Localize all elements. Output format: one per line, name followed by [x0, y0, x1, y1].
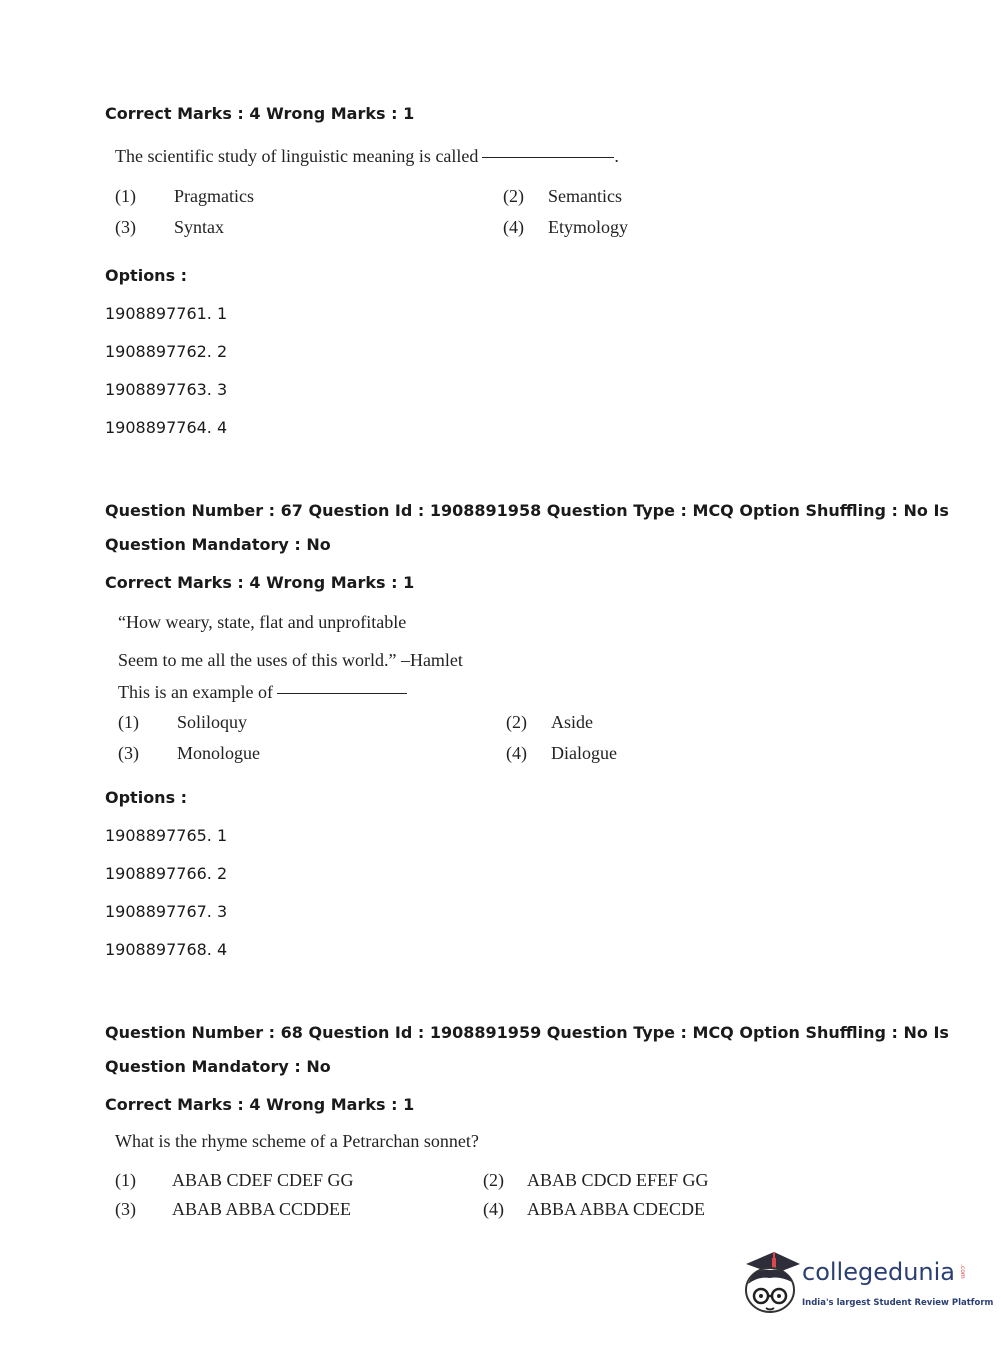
answer-blank	[277, 693, 407, 694]
option-id-line: 1908897762. 2	[105, 342, 228, 361]
choice-number: (2)	[503, 186, 524, 206]
choice-number: (4)	[483, 1199, 504, 1219]
question-suffix: .	[614, 146, 619, 166]
choice-text: Pragmatics	[174, 186, 254, 206]
choice-number: (4)	[503, 217, 524, 237]
option-id-line: 1908897768. 4	[105, 940, 228, 959]
choice-number: (2)	[506, 712, 527, 732]
choice-number: (2)	[483, 1170, 504, 1190]
question-text	[115, 146, 619, 167]
logo-domain-suffix: .com	[959, 1264, 966, 1279]
choice-text: Etymology	[548, 217, 628, 237]
question-line: This is an example of	[118, 682, 273, 702]
options-heading: Options :	[105, 788, 188, 807]
options-heading: Options :	[105, 266, 188, 285]
choice-text: ABBA ABBA CDECDE	[527, 1199, 706, 1219]
question-line: The scientific study of linguistic meaning is called	[115, 146, 479, 166]
logo-wordmark: collegedunia	[802, 1258, 956, 1286]
choice-number: (3)	[115, 1199, 136, 1219]
option-id-line: 1908897764. 4	[105, 418, 228, 437]
option-id-line: 1908897763. 3	[105, 380, 228, 399]
option-id-line: 1908897766. 2	[105, 864, 228, 883]
choice-text: Monologue	[177, 743, 260, 763]
choice-text: ABAB ABBA CCDDEE	[172, 1199, 352, 1219]
choice-number: (1)	[118, 712, 139, 732]
correct-wrong-marks: Correct Marks : 4 Wrong Marks : 1	[105, 573, 415, 592]
logo-tagline: India's largest Student Review Platform	[802, 1298, 994, 1308]
option-id-line: 1908897765. 1	[105, 826, 228, 845]
option-id-line: 1908897767. 3	[105, 902, 228, 921]
question-text	[118, 682, 407, 703]
answer-blank	[482, 157, 614, 158]
choice-number: (4)	[506, 743, 527, 763]
question-header: Question Number : 67 Question Id : 1908891958 Question Type : MCQ Option Shuffling : No Is	[105, 501, 949, 520]
question-mandatory: Question Mandatory : No	[105, 1057, 331, 1076]
correct-wrong-marks: Correct Marks : 4 Wrong Marks : 1	[105, 1095, 415, 1114]
choice-text: ABAB CDCD EFEF GG	[527, 1170, 709, 1190]
choice-text: ABAB CDEF CDEF GG	[172, 1170, 354, 1190]
choice-text: Aside	[551, 712, 593, 732]
choice-text: Dialogue	[551, 743, 617, 763]
question-mandatory: Question Mandatory : No	[105, 535, 331, 554]
correct-wrong-marks: Correct Marks : 4 Wrong Marks : 1	[105, 104, 415, 123]
choice-text: Syntax	[174, 217, 225, 237]
choice-number: (3)	[118, 743, 139, 763]
choice-text: Semantics	[548, 186, 622, 206]
mascot-icon	[740, 1250, 802, 1320]
choice-text: Soliloquy	[177, 712, 248, 732]
question-header: Question Number : 68 Question Id : 1908891959 Question Type : MCQ Option Shuffling : No Is	[105, 1023, 949, 1042]
question-line: Seem to me all the uses of this world.” –Hamlet	[118, 650, 463, 670]
question-line: What is the rhyme scheme of a Petrarchan sonnet?	[115, 1131, 479, 1151]
collegedunia-logo	[740, 1250, 994, 1320]
question-line: “How weary, state, flat and unprofitable	[118, 612, 407, 632]
option-id-line: 1908897761. 1	[105, 304, 228, 323]
choice-number: (3)	[115, 217, 136, 237]
choice-number: (1)	[115, 186, 136, 206]
choice-number: (1)	[115, 1170, 136, 1190]
